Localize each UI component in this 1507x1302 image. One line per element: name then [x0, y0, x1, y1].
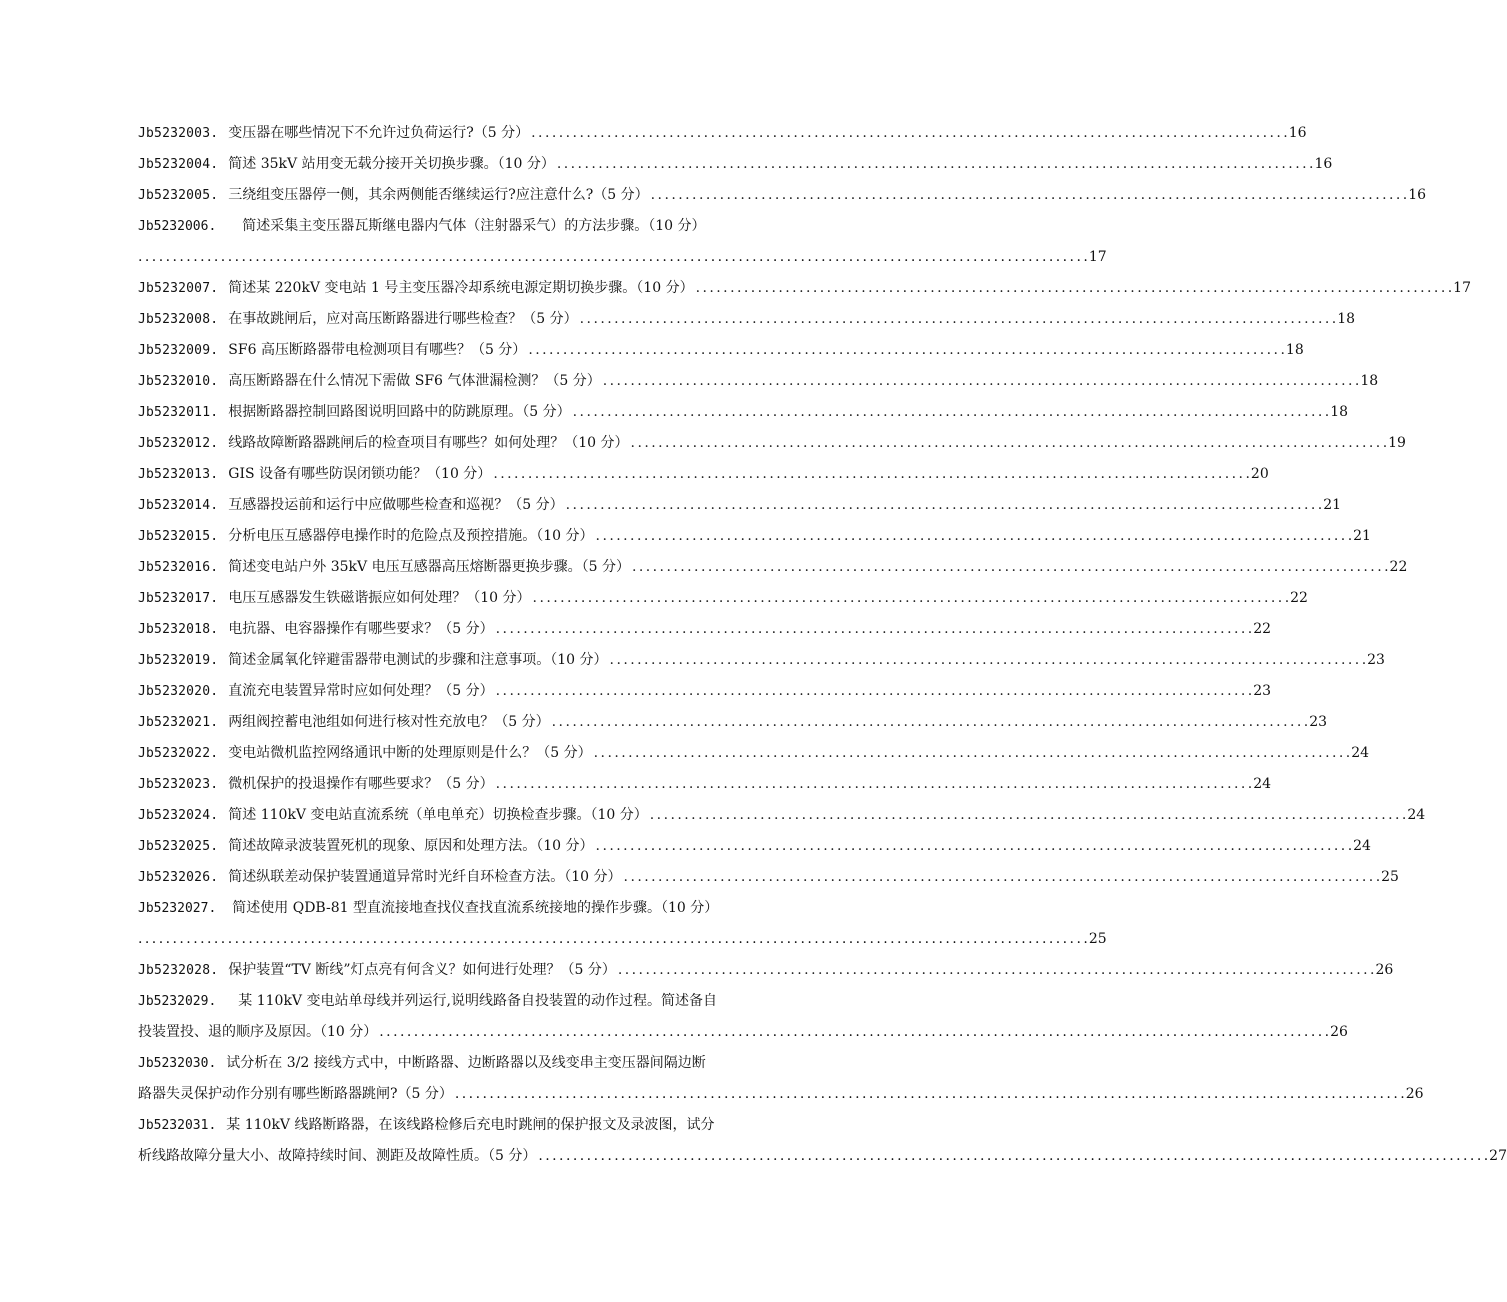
- dot-leader: [496, 614, 1252, 645]
- toc-entry[interactable]: [138, 862, 1399, 893]
- toc-entry[interactable]: [138, 614, 1272, 645]
- toc-entry[interactable]: [138, 583, 1308, 614]
- toc-entry[interactable]: [138, 180, 1427, 211]
- question-code: Jb5232022.: [138, 746, 219, 761]
- page-number: 18: [1285, 342, 1304, 358]
- dot-leader: [531, 118, 1287, 149]
- dot-leader: [455, 1079, 1404, 1110]
- question-title: 两组阀控蓄电池组如何进行核对性充放电？（5 分）: [228, 714, 550, 730]
- dot-leader: [496, 769, 1252, 800]
- page-number: 18: [1360, 373, 1379, 389]
- page-number: 26: [1330, 1024, 1348, 1040]
- dot-leader: [528, 335, 1284, 366]
- question-title: 电抗器、电容器操作有哪些要求？（5 分）: [228, 621, 494, 637]
- question-code: Jb5232024.: [138, 808, 219, 823]
- question-title: 互感器投运前和运行中应做哪些检查和巡视？（5 分）: [228, 497, 564, 513]
- dot-leader: [573, 397, 1329, 428]
- toc-entry[interactable]: [138, 955, 1394, 986]
- question-title-line1: 某 110kV 变电站单母线并列运行,说明线路备自投装置的动作过程。简述备自: [238, 993, 717, 1009]
- question-title: GIS 设备有哪些防误闭锁功能？（10 分）: [228, 466, 492, 482]
- toc-entry[interactable]: [138, 428, 1406, 459]
- toc-entry[interactable]: [138, 397, 1349, 428]
- toc-entry-wrapped-second[interactable]: [138, 1079, 1424, 1110]
- toc-entry[interactable]: [138, 118, 1307, 149]
- page-number: 23: [1309, 714, 1328, 730]
- toc-entry[interactable]: [138, 831, 1371, 862]
- dot-leader: [651, 180, 1407, 211]
- question-code: Jb5232015.: [138, 529, 219, 544]
- question-title: 简述采集主变压器瓦斯继电器内气体（注射器采气）的方法步骤。（10 分）: [242, 218, 706, 234]
- dot-leader: [496, 676, 1252, 707]
- question-title: 简述 110kV 变电站直流系统（单电单充）切换检查步骤。（10 分）: [228, 807, 648, 823]
- page-number: 24: [1353, 838, 1371, 854]
- question-title: 简述纵联差动保护装置通道异常时光纤自环检查方法。（10 分）: [228, 869, 622, 885]
- page-number: 21: [1323, 497, 1342, 513]
- toc-entry[interactable]: [138, 335, 1304, 366]
- dot-leader: [596, 521, 1352, 552]
- dot-leader: [650, 800, 1406, 831]
- dot-leader: [610, 645, 1366, 676]
- toc-entry[interactable]: [138, 366, 1379, 397]
- page-number: 24: [1253, 776, 1272, 792]
- dot-leader: [696, 273, 1452, 304]
- page-number: 23: [1367, 652, 1385, 668]
- dot-leader: [580, 304, 1336, 335]
- page-number: 23: [1253, 683, 1272, 699]
- question-code: Jb5232018.: [138, 622, 219, 637]
- page-number: 16: [1288, 125, 1307, 141]
- toc-entry-wrapped-second[interactable]: [138, 242, 1107, 273]
- toc-entry[interactable]: [138, 769, 1272, 800]
- toc-entry[interactable]: [138, 738, 1370, 769]
- question-code: Jb5232031.: [138, 1118, 217, 1133]
- dot-leader: [552, 707, 1308, 738]
- question-code: Jb5232011.: [138, 405, 219, 420]
- question-title-line2: 析线路故障分量大小、故障持续时间、测距及故障性质。（5 分）: [138, 1148, 537, 1164]
- question-title-line2: 路器失灵保护动作分别有哪些断路器跳闸?（5 分）: [138, 1086, 453, 1102]
- page-number: 27: [1489, 1148, 1507, 1164]
- dot-leader: [632, 552, 1388, 583]
- toc-entry[interactable]: [138, 521, 1371, 552]
- question-title: 直流充电装置异常时应如何处理？（5 分）: [228, 683, 494, 699]
- question-code: Jb5232016.: [138, 560, 219, 575]
- dot-leader: [603, 366, 1359, 397]
- dot-leader: [594, 738, 1350, 769]
- question-title: 简述金属氧化锌避雷器带电测试的步骤和注意事项。（10 分）: [228, 652, 608, 668]
- toc-entry[interactable]: [138, 304, 1356, 335]
- question-code: Jb5232019.: [138, 653, 219, 668]
- toc-entry-wrapped-second[interactable]: [138, 1017, 1348, 1048]
- question-title: 简述 35kV 站用变无载分接开关切换步骤。（10 分）: [228, 156, 555, 172]
- page-number: 18: [1330, 404, 1349, 420]
- question-code: Jb5232017.: [138, 591, 219, 606]
- dot-leader: [138, 924, 1087, 955]
- question-code: Jb5232014.: [138, 498, 219, 513]
- question-title: 在事故跳闸后，应对高压断路器进行哪些检查？（5 分）: [228, 311, 578, 327]
- toc-entry-wrapped-second[interactable]: [138, 924, 1107, 955]
- question-title: 保护装置“TV 断线”灯点亮有何含义？如何进行处理？（5 分）: [228, 962, 616, 978]
- dot-leader: [596, 831, 1352, 862]
- page-number: 17: [1088, 249, 1107, 265]
- dot-leader: [493, 459, 1249, 490]
- question-code: Jb5232020.: [138, 684, 219, 699]
- page-number: 24: [1407, 807, 1426, 823]
- toc-entry[interactable]: [138, 707, 1328, 738]
- question-code: Jb5232010.: [138, 374, 219, 389]
- question-title: SF6 高压断路器带电检测项目有哪些？（5 分）: [228, 342, 527, 358]
- page-number: 16: [1408, 187, 1427, 203]
- question-code: Jb5232004.: [138, 157, 219, 172]
- question-title: 简述使用 QDB-81 型直流接地查找仪查找直流系统接地的操作步骤。（10 分）: [232, 900, 719, 916]
- question-code: Jb5232013.: [138, 467, 219, 482]
- dot-leader: [631, 428, 1387, 459]
- page-number: 24: [1351, 745, 1370, 761]
- question-title: 高压断路器在什么情况下需做 SF6 气体泄漏检测？（5 分）: [228, 373, 601, 389]
- question-code: Jb5232027.: [138, 901, 217, 916]
- page-number: 20: [1250, 466, 1269, 482]
- dot-leader: [624, 862, 1380, 893]
- toc-entry-wrapped-first[interactable]: [138, 893, 780, 924]
- question-code: Jb5232003.: [138, 126, 219, 141]
- toc-entry-wrapped-first[interactable]: [138, 986, 780, 1017]
- table-of-contents: [138, 118, 1507, 1172]
- toc-entry[interactable]: [138, 459, 1269, 490]
- toc-entry-wrapped-first[interactable]: [138, 1048, 780, 1079]
- question-code: Jb5232029.: [138, 994, 217, 1009]
- question-title: 线路故障断路器跳闸后的检查项目有哪些？如何处理？（10 分）: [228, 435, 629, 451]
- question-title: 电压互感器发生铁磁谐振应如何处理？（10 分）: [228, 590, 531, 606]
- toc-entry[interactable]: [138, 552, 1408, 583]
- question-code: Jb5232025.: [138, 839, 219, 854]
- dot-leader: [533, 583, 1289, 614]
- page-number: 22: [1290, 590, 1308, 606]
- question-code: Jb5232026.: [138, 870, 219, 885]
- dot-leader: [538, 1141, 1487, 1172]
- page-number: 21: [1353, 528, 1371, 544]
- toc-entry[interactable]: [138, 676, 1272, 707]
- page-number: 25: [1381, 869, 1399, 885]
- question-title: 三绕组变压器停一侧，其余两侧能否继续运行?应注意什么?（5 分）: [228, 187, 649, 203]
- question-title: 分析电压互感器停电操作时的危险点及预控措施。（10 分）: [228, 528, 594, 544]
- toc-entry-wrapped-first[interactable]: [138, 211, 780, 242]
- question-code: Jb5232007.: [138, 281, 219, 296]
- page-number: 22: [1389, 559, 1408, 575]
- question-code: Jb5232006.: [138, 219, 217, 234]
- dot-leader: [618, 955, 1374, 986]
- question-code: Jb5232023.: [138, 777, 219, 792]
- question-code: Jb5232012.: [138, 436, 219, 451]
- question-code: Jb5232005.: [138, 188, 219, 203]
- page-number: 26: [1375, 962, 1394, 978]
- question-title: 简述某 220kV 变电站 1 号主变压器冷却系统电源定期切换步骤。（10 分）: [228, 280, 694, 296]
- toc-entry[interactable]: [138, 273, 1471, 304]
- question-title-line1: 试分析在 3/2 接线方式中，中断路器、边断路器以及线变串主变压器间隔边断: [226, 1055, 706, 1071]
- toc-entry[interactable]: [138, 645, 1385, 676]
- question-code: Jb5232009.: [138, 343, 219, 358]
- question-title: 简述变电站户外 35kV 电压互感器高压熔断器更换步骤。（5 分）: [228, 559, 630, 575]
- toc-entry[interactable]: [138, 149, 1333, 180]
- dot-leader: [566, 490, 1322, 521]
- page-number: 18: [1337, 311, 1356, 327]
- page-number: 16: [1314, 156, 1333, 172]
- question-title: 微机保护的投退操作有哪些要求？（5 分）: [228, 776, 494, 792]
- question-code: Jb5232030.: [138, 1056, 217, 1071]
- question-code: Jb5232028.: [138, 963, 219, 978]
- question-title-line1: 某 110kV 线路断路器，在该线路检修后充电时跳闸的保护报文及录波图，试分: [226, 1117, 715, 1133]
- dot-leader: [379, 1017, 1328, 1048]
- toc-entry[interactable]: [138, 800, 1426, 831]
- question-title: 变压器在哪些情况下不允许过负荷运行?（5 分）: [228, 125, 530, 141]
- question-title-line2: 投装置投、退的顺序及原因。（10 分）: [138, 1024, 378, 1040]
- question-code: Jb5232021.: [138, 715, 219, 730]
- page-number: 19: [1388, 435, 1406, 451]
- dot-leader: [138, 242, 1087, 273]
- question-title: 根据断路器控制回路图说明回路中的防跳原理。（5 分）: [228, 404, 571, 420]
- toc-entry-wrapped-first[interactable]: [138, 1110, 780, 1141]
- toc-entry[interactable]: [138, 490, 1342, 521]
- toc-entry-wrapped-second[interactable]: [138, 1141, 1507, 1172]
- page-number: 22: [1253, 621, 1272, 637]
- page-number: 25: [1088, 931, 1107, 947]
- question-title: 简述故障录波装置死机的现象、原因和处理方法。（10 分）: [228, 838, 594, 854]
- question-code: Jb5232008.: [138, 312, 219, 327]
- page-number: 26: [1405, 1086, 1424, 1102]
- dot-leader: [557, 149, 1313, 180]
- question-title: 变电站微机监控网络通讯中断的处理原则是什么？（5 分）: [228, 745, 592, 761]
- page-number: 17: [1453, 280, 1471, 296]
